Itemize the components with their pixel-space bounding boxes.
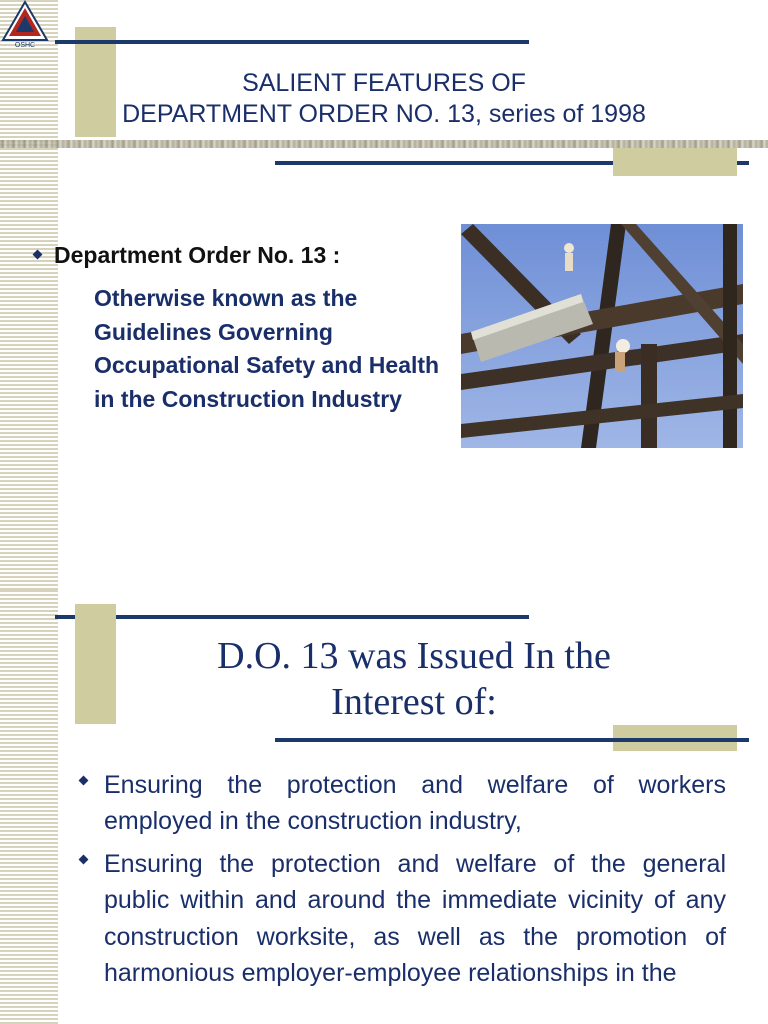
slide2-top-rule [55, 615, 529, 619]
mottled-divider [0, 140, 768, 148]
oshc-logo-icon [0, 0, 50, 48]
slide2-title-line1: D.O. 13 was Issued In the [217, 635, 611, 677]
construction-workers-photo [461, 224, 743, 448]
bullet-diamond-icon [33, 250, 43, 260]
slide-title [0, 68, 768, 130]
slide2-title-line2: Interest of: [331, 681, 497, 723]
slide2-title [130, 633, 698, 725]
bullet-item [34, 242, 340, 269]
interest-bullet-2: Ensuring the protection and welfare of the general public within and around the immediate vicinity of any construction worksite, as well as the promotion of harmonious employer-employee relationships in the [104, 850, 726, 988]
bullet-description: Otherwise known as the Guidelines Governing Occupational Safety and Health in the Construction Industry [94, 285, 440, 412]
slide2-lower-rule [275, 738, 749, 742]
logo-text: OSHC [14, 42, 36, 48]
left-stripe-decoration-lower [0, 590, 58, 1024]
khaki-block-right [613, 148, 737, 176]
bullet-diamond-icon [79, 855, 89, 865]
slide-title-line1: SALIENT FEATURES OF [242, 69, 526, 97]
bullet-diamond-icon [79, 776, 89, 786]
slide2-khaki-block [75, 604, 116, 724]
slide-title-line2: DEPARTMENT ORDER NO. 13, series of 1998 [122, 100, 646, 128]
interest-bullet-1: Ensuring the protection and welfare of workers employed in the construction industry, [104, 771, 726, 836]
bullet-label: Department Order No. 13 : [54, 242, 341, 268]
top-rule [55, 40, 529, 44]
